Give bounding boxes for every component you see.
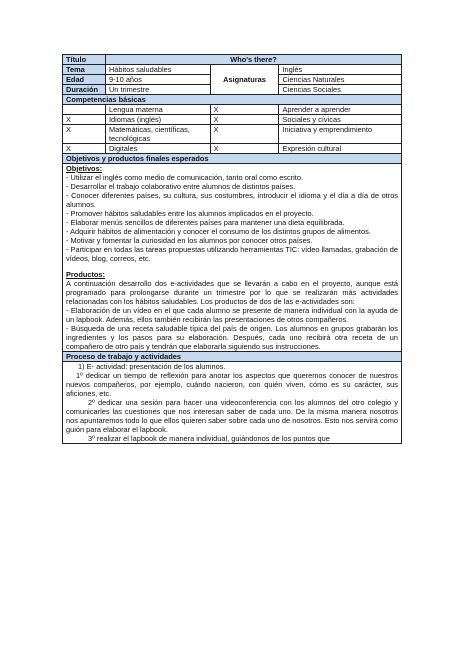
competencia-left: Lengua materna — [105, 105, 210, 115]
objetivo-item: - Promover hábitos saludables entre los alumnos implicados en el proyecto. — [66, 209, 314, 218]
objetivo-item: - Participar en todas las tareas propuestas utilizando herramientas TIC: vídeo llamadas, grabación de vídeos, blog, correos, etc. — [66, 245, 398, 263]
objetivos-label: Objetivos: — [66, 164, 103, 173]
competencia-mark-right: X — [210, 144, 279, 154]
tema-row — [63, 65, 402, 75]
competencia-right: Sociales y cívicas — [279, 115, 402, 125]
edad-label: Edad — [63, 75, 106, 85]
titulo-row — [63, 55, 402, 65]
duracion-value: Un trimestre — [105, 85, 210, 95]
objetivos-title: Objetivos y productos finales esperados — [63, 154, 402, 164]
competencia-left: Matemáticas, científicas, tecnológicas — [105, 125, 210, 144]
competencia-mark-left: X — [63, 115, 106, 125]
competencia-mark-right: X — [210, 105, 279, 115]
objetivo-item: - Elaborar menús sencillos de diferentes países para mantener una dieta equilibrada. — [66, 218, 345, 227]
competencia-right: Iniciativa y emprendimiento — [279, 125, 402, 144]
proceso-header-row — [63, 352, 402, 362]
objetivo-item: - Motivar y fomentar la curiosidad en los alumnos por conocer otros países. — [66, 236, 313, 245]
competencia-mark-left: X — [63, 125, 106, 144]
productos-intro: A continuación desarrollo dos e-actividades que se llevarán a cabo en el proyecto, aunque está programado para prolongarse durante un trimestre por lo que se realizarán más actividades relacionadas con los hábitos saludables. Los productos de dos de las e-actividades son: — [66, 279, 398, 306]
asignaturas-label: Asignaturas — [210, 65, 279, 95]
tema-value: Hábitos saludables — [105, 65, 210, 75]
objetivo-item: - Utilizar el inglés como medio de comunicación, tanto oral como escrito. — [66, 173, 304, 182]
competencia-left: Digitales — [105, 144, 210, 154]
competencia-row — [63, 144, 402, 154]
proceso-body-row — [63, 362, 402, 444]
objetivo-item: - Desarrollar el trabajo colaborativo entre alumnos de distintos países. — [66, 182, 296, 191]
process-step: 2º dedicar una sesión para hacer una videoconferencia con los alumnos del otro colegio y comunicarles las cuestiones que nos interesan saber de cada uno. De la misma manera nosotros nos apuntaremos todo lo que ellos quieren saber sobre cada uno de nosotros. Esto nos servirá como guión para elaborar el lapbook. — [66, 398, 398, 434]
competencia-row — [63, 105, 402, 115]
producto-item: - Elaboración de un vídeo en el que cada alumno se presente de manera individual con la ayuda de un lapbook. Además, ellos también recibirán las presentaciones de otros compañeros. — [66, 306, 398, 324]
objetivo-item: - Adquirir hábitos de alimentación y conocer el consumo de los distintos grupos de alimentos. — [66, 227, 371, 236]
objetivos-header-row — [63, 154, 402, 164]
asignatura-3: Ciencias Sociales — [279, 85, 402, 95]
titulo-label: Título — [63, 55, 106, 65]
process-step: 1º dedicar un tiempo de reflexión para anotar los aspectos que queremos conocer de nuestros nuevos compañeros, por ejemplo, cuándo nacieron, con quién viven, cómo es su carácter, sus aficiones, etc. — [66, 371, 398, 398]
asignatura-1: Inglés — [279, 65, 402, 75]
spacer — [66, 263, 398, 270]
competencia-mark-left — [63, 105, 106, 115]
edad-value: 9-10 años — [105, 75, 210, 85]
competencia-mark-left: X — [63, 144, 106, 154]
competencia-row — [63, 125, 402, 144]
proceso-title: Proceso de trabajo y actividades — [63, 352, 402, 362]
tema-label: Tema — [63, 65, 106, 75]
objetivos-body-row — [63, 164, 402, 352]
competencia-mark-right: X — [210, 115, 279, 125]
competencia-right: Expresión cultural — [279, 144, 402, 154]
process-step: 3º realizar el lapbook de manera individual, guiándonos de los puntos que — [88, 434, 330, 443]
objetivos-body — [63, 164, 402, 352]
productos-label: Productos: — [66, 270, 106, 279]
competencias-title: Competencias básicas — [63, 95, 402, 105]
proceso-body — [63, 362, 402, 444]
duracion-label: Duración — [63, 85, 106, 95]
objetivo-item: - Conocer diferentes países, su cultura, sus costumbres, introducir el idioma y el día a día de otros alumnos. — [66, 191, 398, 209]
activity-heading: 1) E- actividad: presentación de los alumnos. — [78, 362, 226, 371]
asignatura-2: Ciencias Naturales — [279, 75, 402, 85]
producto-item: - Búsqueda de una receta saludable típica del país de origen. Los alumnos en grupos grabarán los ingredientes y los pasos para su elaboración. Después, cada uno recibirá otra receta de un compañero de otro país y tendrán que elaborarla siguiendo sus instrucciones. — [66, 324, 398, 351]
competencia-row — [63, 115, 402, 125]
titulo-value: Who's there? — [105, 55, 401, 65]
competencia-left: Idiomas (inglés) — [105, 115, 210, 125]
project-table — [62, 54, 402, 444]
competencia-mark-right: X — [210, 125, 279, 144]
competencias-header-row — [63, 95, 402, 105]
competencia-right: Aprender a aprender — [279, 105, 402, 115]
